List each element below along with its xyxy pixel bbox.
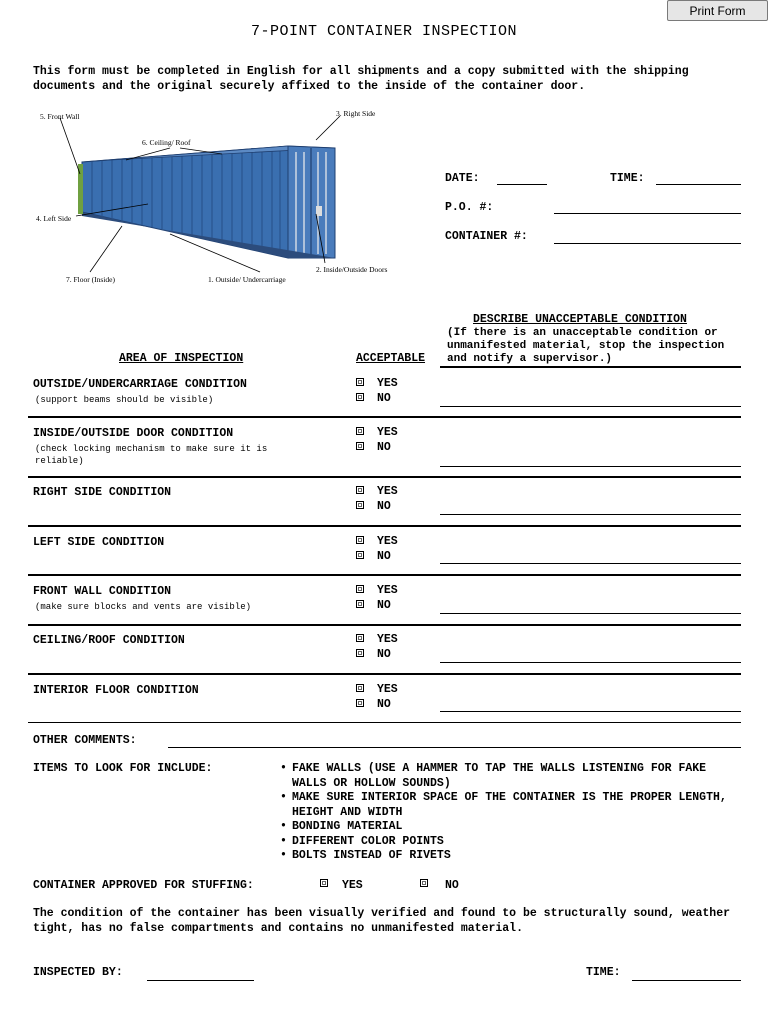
row-divider (28, 673, 741, 675)
po-field[interactable] (554, 213, 741, 214)
list-item: • DIFFERENT COLOR POINTS (280, 835, 730, 850)
container-diagram (30, 108, 420, 290)
row-no-checkbox[interactable] (356, 551, 364, 559)
row-no-label: NO (377, 648, 391, 661)
row-yes-checkbox[interactable] (356, 634, 364, 642)
row-divider (28, 525, 741, 527)
row-no-checkbox[interactable] (356, 699, 364, 707)
po-label: P.O. #: (445, 201, 494, 214)
container-label: CONTAINER #: (445, 230, 528, 243)
unacceptable-condition-field[interactable] (440, 514, 741, 515)
row-yes-checkbox[interactable] (356, 427, 364, 435)
inspection-row-title: LEFT SIDE CONDITION (33, 536, 165, 549)
inspection-row-note: (make sure blocks and vents are visible) (35, 602, 252, 612)
unacceptable-condition-field[interactable] (440, 662, 741, 663)
row-divider (28, 416, 741, 418)
row-yes-checkbox[interactable] (356, 684, 364, 692)
other-comments-field[interactable] (168, 747, 741, 748)
inspection-row-title: OUTSIDE/UNDERCARRIAGE CONDITION (33, 378, 247, 391)
row-no-label: NO (377, 550, 391, 563)
acceptable-header: ACCEPTABLE (356, 352, 426, 365)
items-list (280, 762, 730, 864)
approved-no-checkbox[interactable] (420, 879, 428, 887)
container-illustration (30, 108, 420, 290)
row-no-checkbox[interactable] (356, 501, 364, 509)
approved-no-label: NO (445, 879, 459, 892)
inspection-row-title: INTERIOR FLOOR CONDITION (33, 684, 199, 697)
label-doors: 2. Inside/Outside Doors (316, 265, 388, 274)
row-no-checkbox[interactable] (356, 442, 364, 450)
date-field[interactable] (497, 184, 547, 185)
row-yes-label: YES (377, 584, 398, 597)
header-rule (440, 366, 741, 368)
row-no-checkbox[interactable] (356, 393, 364, 401)
row-divider (28, 624, 741, 626)
unacceptable-condition-field[interactable] (440, 613, 741, 614)
approved-yes-checkbox[interactable] (320, 879, 328, 887)
row-yes-label: YES (377, 633, 398, 646)
row-divider (28, 574, 741, 576)
row-no-label: NO (377, 500, 391, 513)
unacceptable-condition-field[interactable] (440, 406, 741, 407)
row-no-label: NO (377, 392, 391, 405)
time-label: TIME: (610, 172, 645, 185)
label-outside-undercarriage: 1. Outside/ Undercarriage (208, 275, 286, 284)
container-number-field[interactable] (554, 243, 741, 244)
unacceptable-condition-field[interactable] (440, 711, 741, 712)
unacceptable-condition-field[interactable] (440, 563, 741, 564)
label-front-wall: 5. Front Wall (40, 112, 80, 121)
list-item: • BONDING MATERIAL (280, 820, 730, 835)
row-no-label: NO (377, 441, 391, 454)
label-right-side: 3. Right Side (336, 109, 376, 118)
inspection-row-title: FRONT WALL CONDITION (33, 585, 172, 598)
inspected-by-label: INSPECTED BY: (33, 966, 123, 979)
inspection-row-title: CEILING/ROOF CONDITION (33, 634, 185, 647)
row-yes-label: YES (377, 535, 398, 548)
form-intro: This form must be completed in English for all shipments and a copy submitted with the shipping documents and the original securely affixed to the inside of the container door. (33, 65, 689, 93)
inspection-row-note: (check locking mechanism to make sure it is reliable) (35, 444, 268, 466)
area-header: AREA OF INSPECTION (119, 352, 244, 365)
other-comments-label: OTHER COMMENTS: (33, 734, 137, 747)
list-item: • FAKE WALLS (USE A HAMMER TO TAP THE WALLS LISTENING FOR FAKE WALLS OR HOLLOW SOUNDS) (280, 762, 730, 791)
print-form-button[interactable]: Print Form (667, 0, 768, 21)
row-no-label: NO (377, 599, 391, 612)
label-floor: 7. Floor (Inside) (66, 275, 115, 284)
list-item: • BOLTS INSTEAD OF RIVETS (280, 849, 730, 864)
label-left-side: 4. Left Side (36, 214, 72, 223)
row-divider (28, 476, 741, 478)
unacceptable-condition-field[interactable] (440, 466, 741, 467)
row-yes-checkbox[interactable] (356, 585, 364, 593)
row-divider (28, 722, 741, 723)
form-title: 7-POINT CONTAINER INSPECTION (250, 23, 518, 40)
row-yes-label: YES (377, 377, 398, 390)
row-no-checkbox[interactable] (356, 649, 364, 657)
inspection-row-title: INSIDE/OUTSIDE DOOR CONDITION (33, 427, 234, 440)
row-yes-label: YES (377, 485, 398, 498)
list-item: • MAKE SURE INTERIOR SPACE OF THE CONTAINER IS THE PROPER LENGTH, HEIGHT AND WIDTH (280, 791, 730, 820)
describe-header: DESCRIBE UNACCEPTABLE CONDITION (473, 313, 687, 326)
approved-label: CONTAINER APPROVED FOR STUFFING: (33, 879, 254, 892)
approved-yes-label: YES (342, 879, 363, 892)
inspection-row-note: (support beams should be visible) (35, 395, 214, 405)
row-no-label: NO (377, 698, 391, 711)
verification-statement: The condition of the container has been visually verified and found to be structurally sound, weather tight, has no false compartments and contains no unmanifested material. (33, 907, 731, 935)
inspected-by-field[interactable] (147, 980, 254, 981)
describe-note: (If there is an unacceptable condition or unmanifested material, stop the inspection and notify a supervisor.) (447, 327, 725, 365)
time-field[interactable] (656, 184, 741, 185)
row-yes-checkbox[interactable] (356, 378, 364, 386)
footer-time-field[interactable] (632, 980, 741, 981)
row-yes-checkbox[interactable] (356, 486, 364, 494)
items-heading: ITEMS TO LOOK FOR INCLUDE: (33, 762, 213, 775)
date-label: DATE: (445, 172, 480, 185)
row-yes-label: YES (377, 426, 398, 439)
label-ceiling-roof: 6. Ceiling/ Roof (142, 138, 191, 147)
footer-time-label: TIME: (586, 966, 621, 979)
inspection-row-title: RIGHT SIDE CONDITION (33, 486, 172, 499)
row-no-checkbox[interactable] (356, 600, 364, 608)
row-yes-checkbox[interactable] (356, 536, 364, 544)
row-yes-label: YES (377, 683, 398, 696)
